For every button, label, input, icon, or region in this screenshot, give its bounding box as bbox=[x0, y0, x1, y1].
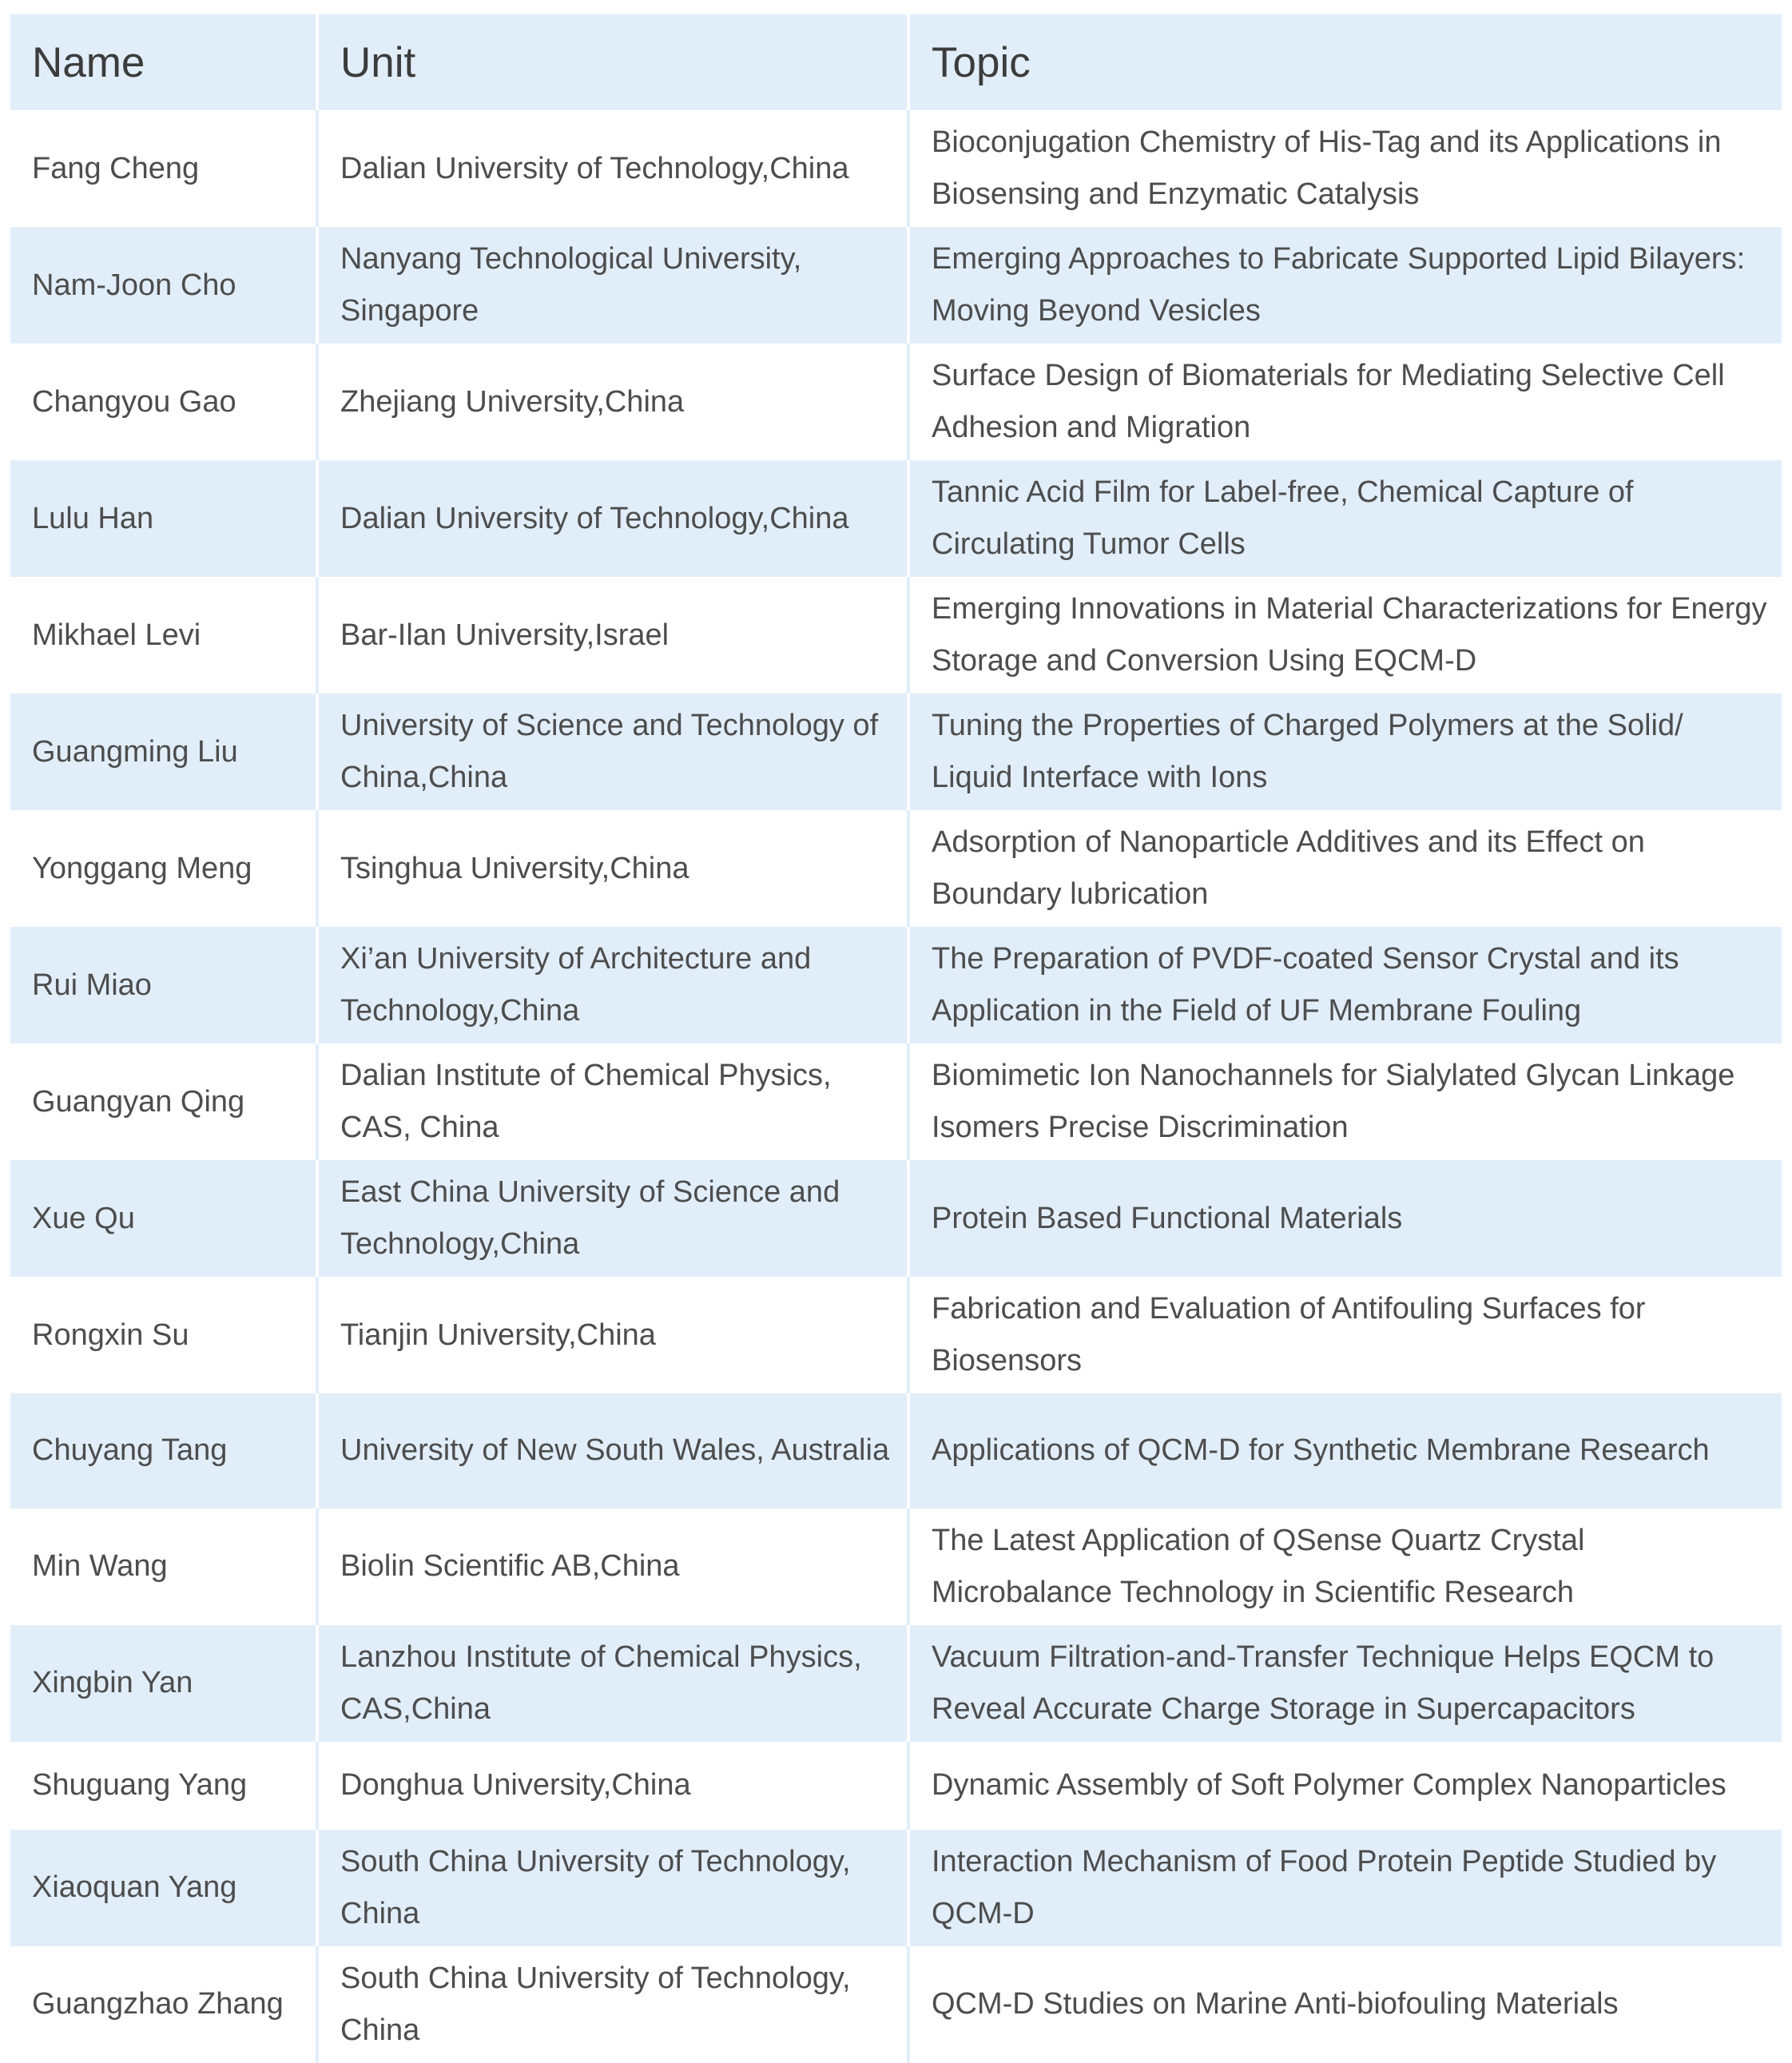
table-row bbox=[10, 110, 1782, 227]
speaker-table-container bbox=[10, 14, 1782, 2063]
table-row bbox=[10, 1830, 1782, 1946]
cell-topic: Adsorption of Nanoparticle Additives and its Effect on Boundary lubrication bbox=[932, 825, 1645, 911]
cell-topic: Protein Based Functional Materials bbox=[932, 1201, 1403, 1235]
cell-topic: QCM-D Studies on Marine Anti-biofouling Materials bbox=[932, 1987, 1619, 2021]
table-row bbox=[10, 927, 1782, 1043]
cell-name: Changyou Gao bbox=[10, 344, 319, 460]
cell-name: Mikhael Levi bbox=[10, 577, 319, 694]
table-header bbox=[10, 14, 1782, 110]
cell-topic: Biomimetic Ion Nanochannels for Sialylated Glycan Linkage Isomers Precise Discrimination bbox=[932, 1059, 1735, 1144]
cell-name: Guangyan Qing bbox=[10, 1043, 319, 1160]
cell-name: Shuguang Yang bbox=[10, 1742, 319, 1830]
cell-topic: Vacuum Filtration-and-Transfer Technique Helps EQCM to Reveal Accurate Charge Storage in Supercapacitors bbox=[932, 1640, 1715, 1726]
cell-topic: The Preparation of PVDF-coated Sensor Crystal and its Application in the Field of UF Membrane Fouling bbox=[932, 942, 1679, 1028]
cell-unit: Dalian University of Technology,China bbox=[319, 460, 910, 577]
cell-topic: Bioconjugation Chemistry of His-Tag and its Applications in Biosensing and Enzymatic Catalysis bbox=[932, 125, 1722, 211]
cell-name: Nam-Joon Cho bbox=[10, 227, 319, 344]
cell-unit: Bar-Ilan University,Israel bbox=[319, 577, 910, 694]
header-unit: Unit bbox=[319, 14, 910, 110]
table-row bbox=[10, 1508, 1782, 1625]
cell-unit: Nanyang Technological University, Singapore bbox=[319, 227, 910, 344]
cell-unit: University of Science and Technology of China,China bbox=[319, 694, 910, 810]
header-row bbox=[10, 14, 1782, 110]
table-row bbox=[10, 227, 1782, 344]
cell-topic: Tannic Acid Film for Label-free, Chemical Capture of Circulating Tumor Cells bbox=[932, 475, 1634, 561]
cell-topic: The Latest Application of QSense Quartz Crystal Microbalance Technology in Scientific Research bbox=[932, 1523, 1585, 1609]
cell-topic: Dynamic Assembly of Soft Polymer Complex Nanoparticles bbox=[932, 1768, 1726, 1802]
table-body bbox=[10, 110, 1782, 2063]
cell-unit: East China University of Science and Technology,China bbox=[319, 1160, 910, 1277]
cell-topic: Surface Design of Biomaterials for Mediating Selective Cell Adhesion and Migration bbox=[932, 359, 1725, 444]
cell-name: Guangzhao Zhang bbox=[10, 1946, 319, 2063]
cell-topic: Emerging Innovations in Material Characterizations for Energy Storage and Conversion Using EQCM-D bbox=[932, 592, 1767, 678]
cell-unit: Tsinghua University,China bbox=[319, 810, 910, 927]
cell-unit: South China University of Technology, China bbox=[319, 1946, 910, 2063]
cell-name: Min Wang bbox=[10, 1508, 319, 1625]
cell-name: Xingbin Yan bbox=[10, 1625, 319, 1742]
cell-unit: South China University of Technology, China bbox=[319, 1830, 910, 1946]
cell-topic: Interaction Mechanism of Food Protein Peptide Studied by QCM-D bbox=[932, 1844, 1717, 1930]
table-row bbox=[10, 1160, 1782, 1277]
cell-unit: Zhejiang University,China bbox=[319, 344, 910, 460]
table-row bbox=[10, 1393, 1782, 1508]
table-row bbox=[10, 1625, 1782, 1742]
cell-name: Yonggang Meng bbox=[10, 810, 319, 927]
cell-unit: Xi’an University of Architecture and Technology,China bbox=[319, 927, 910, 1043]
cell-name: Xiaoquan Yang bbox=[10, 1830, 319, 1946]
header-name: Name bbox=[10, 14, 319, 110]
cell-name: Chuyang Tang bbox=[10, 1393, 319, 1508]
cell-unit: Dalian Institute of Chemical Physics, CAS, China bbox=[319, 1043, 910, 1160]
cell-name: Fang Cheng bbox=[10, 110, 319, 227]
cell-unit: Tianjin University,China bbox=[319, 1277, 910, 1393]
cell-unit: Biolin Scientific AB,China bbox=[319, 1508, 910, 1625]
table-row bbox=[10, 1277, 1782, 1393]
table-row bbox=[10, 577, 1782, 694]
table-row bbox=[10, 344, 1782, 460]
cell-name: Lulu Han bbox=[10, 460, 319, 577]
cell-unit: University of New South Wales, Australia bbox=[319, 1393, 910, 1508]
speaker-table bbox=[10, 14, 1782, 2063]
table-row bbox=[10, 694, 1782, 810]
cell-topic: Fabrication and Evaluation of Antifouling Surfaces for Biosensors bbox=[932, 1292, 1646, 1377]
table-row bbox=[10, 1043, 1782, 1160]
cell-name: Rongxin Su bbox=[10, 1277, 319, 1393]
cell-name: Xue Qu bbox=[10, 1160, 319, 1277]
cell-unit: Dalian University of Technology,China bbox=[319, 110, 910, 227]
header-topic: Topic bbox=[932, 38, 1031, 86]
cell-name: Guangming Liu bbox=[10, 694, 319, 810]
cell-topic: Tuning the Properties of Charged Polymers at the Solid/ Liquid Interface with Ions bbox=[932, 709, 1683, 794]
cell-unit: Donghua University,China bbox=[319, 1742, 910, 1830]
cell-topic: Applications of QCM-D for Synthetic Membrane Research bbox=[932, 1433, 1710, 1468]
cell-name: Rui Miao bbox=[10, 927, 319, 1043]
table-row bbox=[10, 460, 1782, 577]
table-row bbox=[10, 1742, 1782, 1830]
cell-unit: Lanzhou Institute of Chemical Physics, CAS,China bbox=[319, 1625, 910, 1742]
table-row bbox=[10, 810, 1782, 927]
table-row bbox=[10, 1946, 1782, 2063]
cell-topic: Emerging Approaches to Fabricate Supported Lipid Bilayers: Moving Beyond Vesicles bbox=[932, 242, 1746, 328]
